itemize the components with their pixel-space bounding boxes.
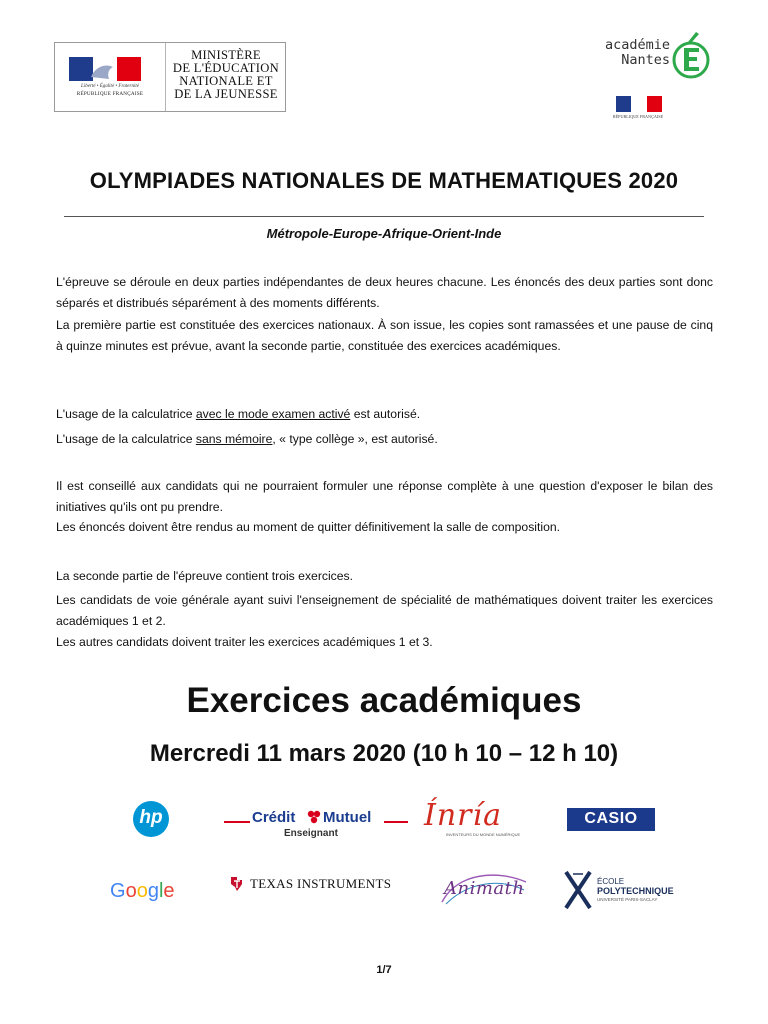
academie-line: académie bbox=[604, 37, 670, 53]
page-title: OLYMPIADES NATIONALES DE MATHEMATIQUES 2020 bbox=[89, 168, 679, 193]
hp-text: hp bbox=[139, 807, 163, 828]
inria-text: Ínría bbox=[424, 798, 502, 833]
ti-texas-icon bbox=[228, 875, 246, 893]
inria-logo bbox=[424, 798, 526, 842]
ti-text: TEXAS INSTRUMENTS bbox=[250, 876, 392, 891]
underlined-text: avec le mode examen activé bbox=[195, 407, 351, 421]
text-span: L'usage de la calculatrice bbox=[56, 407, 196, 421]
section-title: Exercices académiques bbox=[186, 681, 582, 720]
academie-republic: RÉPUBLIQUE FRANÇAISE bbox=[612, 114, 664, 119]
second-part-paragraph-2: Les candidats de voie générale ayant suivi l'enseignement de spécialité de mathématiques doivent traiter les exercices académiques 1 et 2. bbox=[56, 593, 713, 628]
calculator-rule-2 bbox=[56, 429, 713, 450]
academie-nantes-logo bbox=[598, 14, 716, 124]
poly-line-2: POLYTECHNIQUE bbox=[597, 886, 674, 896]
text-span: L'usage de la calculatrice bbox=[56, 432, 196, 446]
ministry-republic: RÉPUBLIQUE FRANÇAISE bbox=[76, 91, 144, 97]
academie-text bbox=[604, 38, 670, 68]
academie-city: Nantes bbox=[621, 52, 670, 68]
casio-text: CASIO bbox=[584, 810, 638, 827]
cm-line-right bbox=[384, 821, 408, 823]
marianne-block bbox=[55, 43, 166, 111]
academie-e-icon bbox=[672, 26, 710, 84]
inria-subtext: INVENTEURS DU MONDE NUMÉRIQUE bbox=[446, 832, 521, 837]
polytechnique-logo bbox=[563, 868, 674, 912]
intro-paragraph-2: La première partie est constituée des exercices nationaux. À son issue, les copies sont ramassées et une pause de cinq à quinze minutes est prévue, avant la seconde partie, constituée des exercices académiques. bbox=[56, 318, 713, 353]
animath-text: Animath bbox=[444, 878, 525, 899]
intro-paragraph-1: L'épreuve se déroule en deux parties indépendantes de deux heures chacune. Les énoncés des deux parties sont donc séparés et distribués séparément à des moments différents. bbox=[56, 275, 713, 310]
cm-subtext: Enseignant bbox=[284, 828, 338, 839]
ministry-line: MINISTÈRE bbox=[191, 48, 261, 62]
calculator-rule-1 bbox=[56, 404, 713, 425]
title-divider bbox=[64, 216, 704, 217]
google-text: Google bbox=[110, 880, 175, 902]
page-subtitle: Métropole-Europe-Afrique-Orient-Inde bbox=[266, 226, 502, 241]
text-span: est autorisé. bbox=[350, 407, 421, 421]
marianne-flag-icon bbox=[69, 57, 141, 81]
text-span: , « type collège », est autorisé. bbox=[272, 432, 438, 446]
credit-mutuel-logo bbox=[224, 806, 408, 842]
polytechnique-x-icon bbox=[563, 870, 593, 910]
cm-text-2: Mutuel bbox=[323, 809, 372, 826]
poly-line-3: UNIVERSITÉ PARIS-SACLAY bbox=[597, 897, 658, 902]
ministry-name bbox=[166, 49, 286, 101]
republic-flag-icon bbox=[616, 96, 662, 112]
second-part-paragraph-1: La seconde partie de l'épreuve contient trois exercices. bbox=[56, 569, 354, 583]
hp-logo bbox=[132, 800, 170, 838]
cm-text-1: Crédit bbox=[252, 809, 296, 826]
casio-logo bbox=[567, 808, 655, 831]
cm-cross-icon bbox=[306, 810, 322, 824]
second-part-paragraph-3: Les autres candidats doivent traiter les exercices académiques 1 et 3. bbox=[56, 635, 433, 649]
animath-logo bbox=[438, 868, 530, 908]
ministry-line: NATIONALE ET bbox=[179, 74, 273, 88]
ministry-motto: Liberté • Égalité • Fraternité bbox=[81, 84, 139, 89]
exam-date: Mercredi 11 mars 2020 (10 h 10 – 12 h 10) bbox=[149, 740, 619, 767]
cm-line-left bbox=[224, 821, 250, 823]
texas-instruments-logo bbox=[228, 874, 392, 896]
google-logo bbox=[110, 880, 182, 906]
underlined-text: sans mémoire bbox=[195, 432, 273, 446]
advice-paragraph-1: Il est conseillé aux candidats qui ne pourraient formuler une réponse complète à une question d'exposer le bilan des initiatives qu'ils ont pu prendre. bbox=[56, 479, 713, 514]
ministry-line: DE L'ÉDUCATION bbox=[172, 61, 280, 75]
advice-paragraph-2: Les énoncés doivent être rendus au moment de quitter définitivement la salle de composition. bbox=[56, 520, 561, 534]
ministry-line: DE LA JEUNESSE bbox=[174, 87, 278, 101]
ministry-logo bbox=[54, 42, 286, 112]
page-number: 1/7 bbox=[376, 964, 392, 976]
poly-line-1: ÉCOLE bbox=[597, 877, 625, 886]
